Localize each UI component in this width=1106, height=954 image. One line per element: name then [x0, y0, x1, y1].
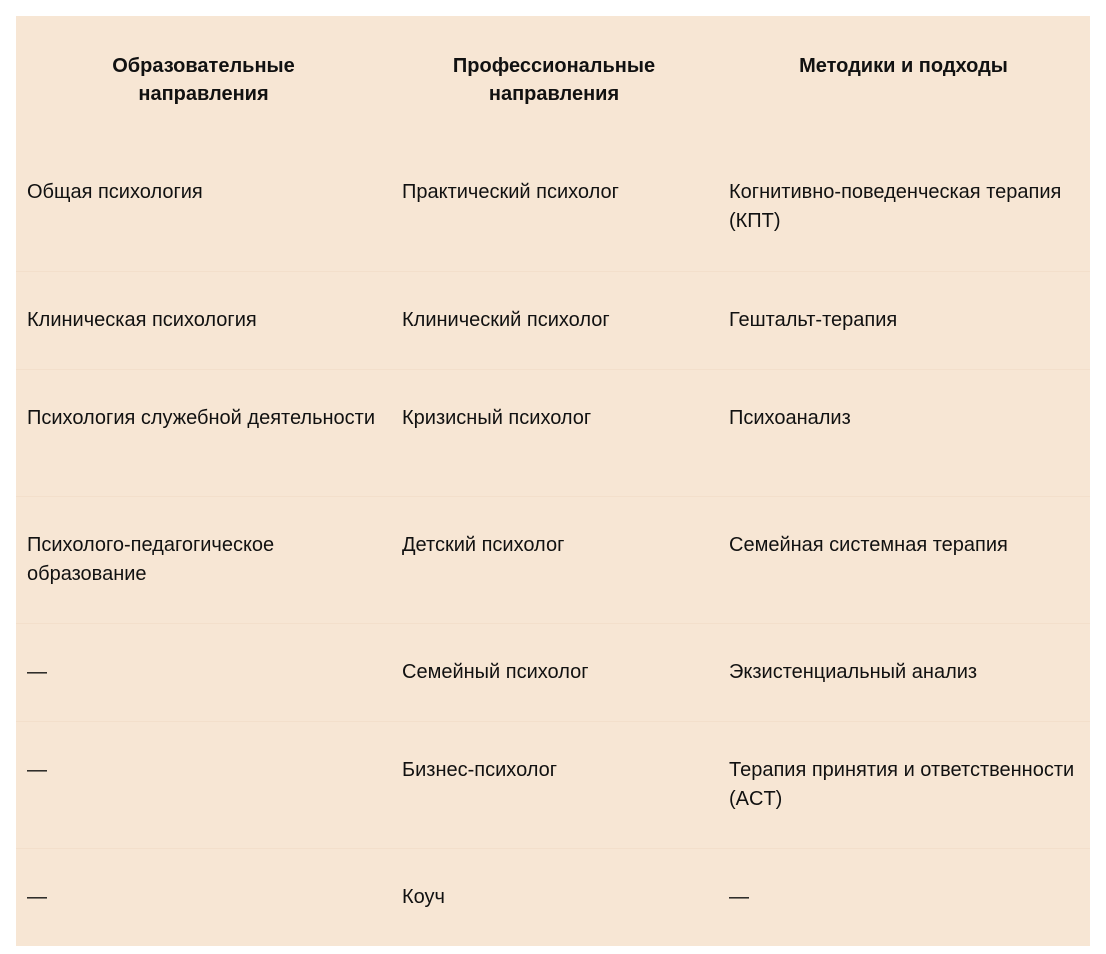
- cell-method: Терапия принятия и ответственности (ACT): [717, 721, 1090, 848]
- cell-method: Психоанализ: [717, 369, 1090, 496]
- cell-professional: Коуч: [391, 848, 717, 946]
- cell-educational: Психология служебной деятельности: [16, 369, 391, 496]
- table-body: [16, 144, 1090, 946]
- cell-method: —: [717, 848, 1090, 946]
- header-educational-directions: Образовательные направления: [112, 55, 295, 105]
- cell-professional: Семейный психолог: [391, 623, 717, 721]
- cell-educational: Психолого-педагогическое образование: [16, 496, 391, 623]
- cell-method: Семейная системная терапия: [717, 496, 1090, 623]
- table-row: [16, 623, 1090, 721]
- cell-professional: Кризисный психолог: [391, 369, 717, 496]
- header-professional-directions: Профессиональные направления: [452, 55, 656, 105]
- header-row: [16, 16, 1090, 144]
- header-methods-approaches: Методики и подходы: [799, 55, 1008, 77]
- cell-educational: —: [16, 721, 391, 848]
- psychology-directions-table: [16, 16, 1090, 946]
- table-row: [16, 271, 1090, 369]
- table-row: [16, 848, 1090, 946]
- cell-professional: Бизнес-психолог: [391, 721, 717, 848]
- table-header: [16, 16, 1090, 144]
- cell-method: Гештальт-терапия: [717, 271, 1090, 369]
- cell-educational: —: [16, 623, 391, 721]
- table-row: [16, 369, 1090, 496]
- table-row: [16, 721, 1090, 848]
- cell-professional: Практический психолог: [402, 181, 619, 203]
- cell-professional: Детский психолог: [391, 496, 717, 623]
- table-row: [16, 144, 1090, 271]
- cell-method: Экзистенциальный анализ: [717, 623, 1090, 721]
- psychology-directions-table-container: [16, 16, 1090, 946]
- cell-educational: Общая психология: [27, 181, 203, 203]
- cell-method: Когнитивно-поведенческая терапия (КПТ): [729, 181, 1062, 232]
- cell-professional: Клинический психолог: [391, 271, 717, 369]
- table-row: [16, 496, 1090, 623]
- cell-educational: Клиническая психология: [16, 271, 391, 369]
- cell-educational: —: [16, 848, 391, 946]
